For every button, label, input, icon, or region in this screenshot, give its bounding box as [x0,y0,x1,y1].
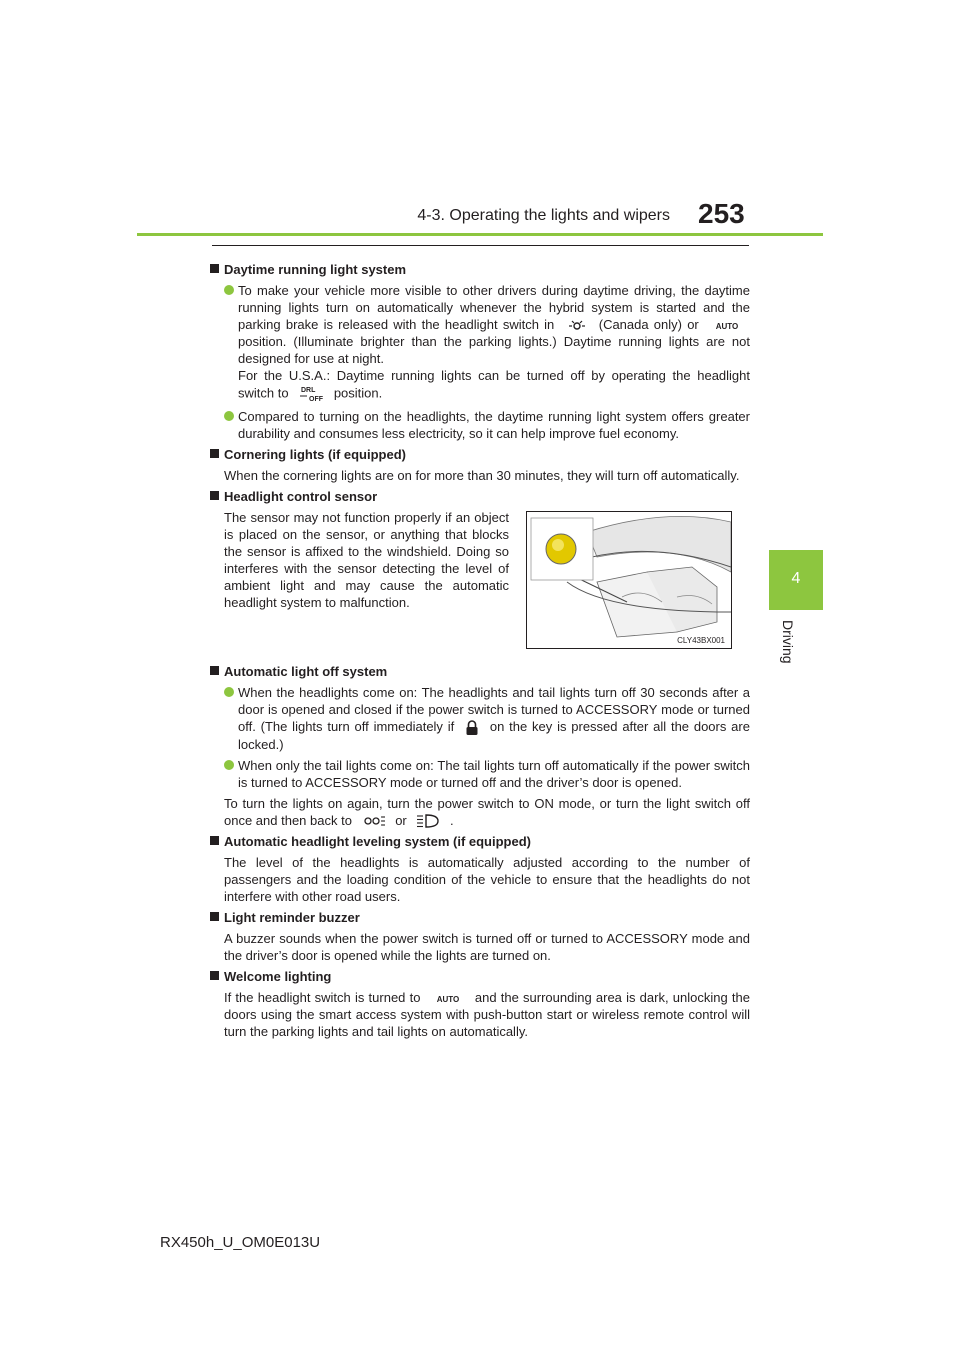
square-bullet-icon [210,971,219,980]
section-light-reminder [210,909,750,964]
square-bullet-icon [210,836,219,845]
sensor-text: The sensor may not function properly if an object is placed on the sensor, or anything that blocks the sensor is affixed to the windshield. Doing so interferes with the sensor detecting the level of ambient light and may cause the automatic headlight system to malfunction. [224,510,509,610]
round-bullet-icon [224,687,234,697]
lock-icon [465,720,479,736]
bullet-item: When only the tail lights come on: The tail lights turn off automatically if the power switch is turned to ACCESSORY mode or turned off and the driver’s door is opened. [210,757,750,791]
section-cornering-lights [210,446,750,484]
paragraph: To turn the lights on again, turn the power switch to ON mode, or turn the light switch off once and then back to or . [224,795,750,828]
page-content [210,257,750,1044]
square-bullet-icon [210,666,219,675]
square-bullet-icon [210,912,219,921]
paragraph: The level of the headlights is automatically adjusted according to the number of passengers and the loading condition of the vehicle to ensure that the headlights do not interfere with other road users. [224,855,750,905]
square-bullet-icon [210,264,219,273]
chapter-label: Driving [780,620,796,664]
auto-switch-icon [710,320,744,332]
square-bullet-icon [210,491,219,500]
svg-text:AUTO: AUTO [436,994,459,1004]
paragraph: If the headlight switch is turned to AUTO and the surrounding area is dark, unlocking the doors using the smart access system with push-button start or wireless remote control will turn the parking lights and tail lights on automatically. [224,990,750,1040]
round-bullet-icon [224,285,234,295]
paragraph: When the cornering lights are on for more than 30 minutes, they will turn off automatically. [224,468,740,483]
sensor-figure [526,511,732,649]
section-title: 4-3. Operating the lights and wipers [417,207,670,224]
square-bullet-icon [210,449,219,458]
section-headlight-sensor [210,488,750,659]
auto-switch-icon [431,993,465,1005]
section-heading: Light reminder buzzer [210,909,750,926]
section-heading: Daytime running light system [210,261,750,278]
bullet-item: Compared to turning on the headlights, the daytime running light system offers greater durability and consumes less electricity, so it can help improve fuel economy. [210,408,750,442]
header-rule [137,233,823,236]
round-bullet-icon [224,760,234,770]
section-drl [210,261,750,442]
section-auto-light-off [210,663,750,829]
round-bullet-icon [224,411,234,421]
section-heading: Automatic headlight leveling system (if equipped) [210,833,750,850]
section-heading: Welcome lighting [210,968,750,985]
svg-text:DRL: DRL [301,387,316,394]
section-heading: Automatic light off system [210,663,750,680]
section-welcome-lighting [210,968,750,1040]
headlight-icon [416,813,440,829]
top-rule [212,245,749,246]
bullet-item: When the headlights come on: The headlights and tail lights turn off 30 seconds after a door is opened and closed if the power switch is turned to ACCESSORY mode or turned off. (The lights turn off immediately if on the key is pressed after all the doors are locked.) [210,684,750,753]
tail-light-switch-icon [566,319,588,333]
figure-code: CLY43BX001 [677,636,725,645]
section-heading: Cornering lights (if equipped) [210,446,750,463]
tail-light-icon [362,814,386,828]
chapter-tab [769,550,823,610]
chapter-number: 4 [791,570,801,587]
bullet-item: To make your vehicle more visible to other drivers during daytime driving, the daytime running lights turn on automatically whenever the hybrid system is started and the parking brake is released with the headlight switch in (Canada only) or AUTO position. (Illuminate brighter than the parking lights.) Daytime running lights are not designed for use at night. For the U.S.A.: Daytime running lights can be turned off by operating the headlight switch to DRL OFF position. [210,282,750,404]
dashboard-sensor-illustration [527,512,731,648]
section-headlight-leveling [210,833,750,905]
model-code: RX450h_U_OM0E013U [160,1234,321,1251]
svg-text:OFF: OFF [309,396,324,403]
section-heading: Headlight control sensor [210,488,750,505]
svg-text:AUTO: AUTO [715,321,739,331]
drl-off-icon [298,384,324,404]
sensor-row [210,509,750,659]
paragraph: A buzzer sounds when the power switch is turned off or turned to ACCESSORY mode and the driver’s door is opened while the lights are turned on. [224,931,750,964]
page-number: 253 [698,198,745,229]
